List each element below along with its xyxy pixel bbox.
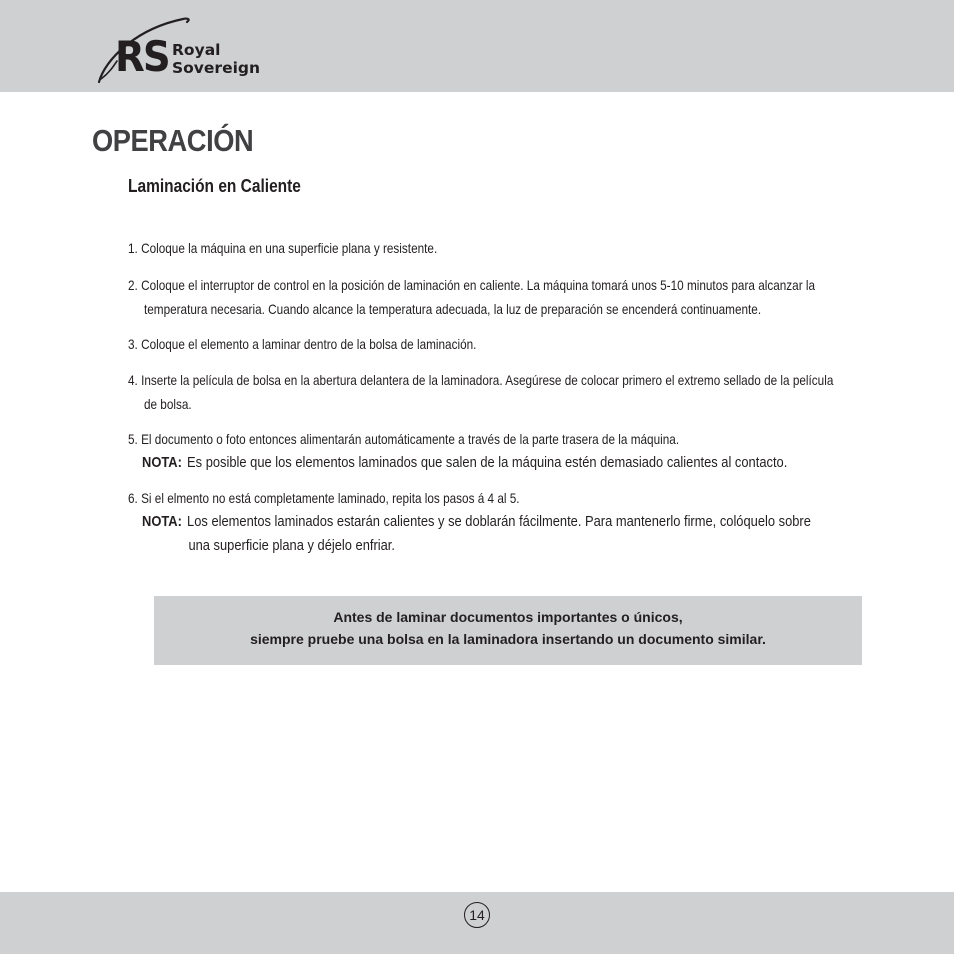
step-text-continued: de bolsa. (143, 396, 192, 412)
warning-callout (154, 596, 862, 665)
logo-word-royal: Royal (172, 41, 221, 59)
section-title: Laminación en Caliente (128, 176, 301, 196)
step-text: 6. Si el elmento no está completamente laminado, repita los pasos á 4 al 5. (128, 490, 520, 506)
step-text: 1. Coloque la máquina en una superficie plana y resistente. (128, 240, 438, 256)
step-text: 3. Coloque el elemento a laminar dentro de la bolsa de laminación. (128, 336, 477, 352)
note-text-continued: una superficie plana y déjelo enfriar. (188, 537, 395, 554)
page-number: 14 (464, 902, 490, 928)
note-label: NOTA: (142, 454, 182, 471)
step-text: 4. Inserte la película de bolsa en la abertura delantera de la laminadora. Asegúrese de colocar primero el extremo sellado de la película (128, 372, 834, 388)
step-4 (128, 368, 850, 416)
step-text: 2. Coloque el interruptor de control en la posición de laminación en caliente. La máquina tomará unos 5-10 minutos para alcanzar la (128, 277, 816, 293)
step-2 (128, 273, 850, 321)
page-title: OPERACIÓN (92, 123, 254, 158)
step-text-continued: temperatura necesaria. Cuando alcance la temperatura adecuada, la luz de preparación se encenderá continuamente. (143, 301, 762, 317)
header-band (0, 0, 954, 92)
logo-rs-monogram: RS (115, 32, 169, 81)
logo-word-sovereign: Sovereign (172, 59, 261, 77)
step-5-note (142, 451, 882, 475)
step-3 (128, 332, 850, 356)
royal-sovereign-logo (95, 15, 285, 87)
step-text: 5. El documento o foto entonces alimentarán automáticamente a través de la parte trasera de la máquina. (128, 431, 680, 447)
note-text: Es posible que los elementos laminados que salen de la máquina estén demasiado calientes al contacto. (187, 454, 788, 471)
step-6 (128, 486, 850, 510)
callout-line-1: Antes de laminar documentos importantes o únicos, (333, 609, 683, 625)
step-5 (128, 427, 850, 451)
step-6-note (142, 510, 882, 558)
note-text: Los elementos laminados estarán calientes y se doblarán fácilmente. Para mantenerlo firme, colóquelo sobre (187, 513, 811, 530)
step-1 (128, 236, 850, 260)
callout-line-2: siempre pruebe una bolsa en la laminadora insertando un documento similar. (250, 631, 766, 647)
note-label: NOTA: (142, 513, 182, 530)
